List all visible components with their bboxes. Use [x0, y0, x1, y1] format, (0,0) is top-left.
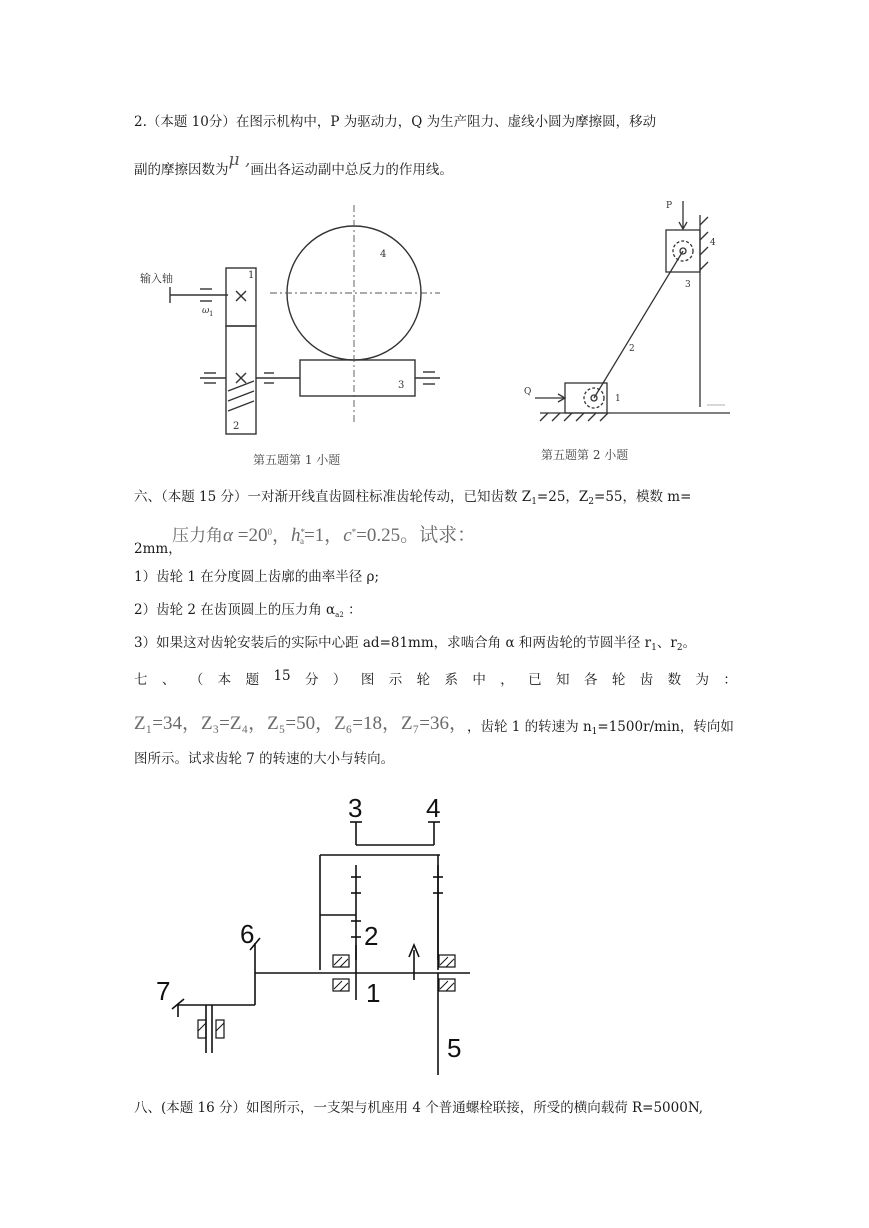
- q7-line1-char: ：: [723, 672, 737, 688]
- input-shaft-label: 输入轴: [140, 272, 173, 285]
- formula-h-sub-a: a: [299, 536, 304, 546]
- q7-line1-char: 本: [217, 672, 232, 688]
- q6-item3: [134, 634, 696, 657]
- force-P-label: P: [666, 201, 673, 211]
- q7-formula-image: Z₁=34，Z₃=Z₄，Z₅=50，Z₆=18，Z₇=36，: [134, 713, 468, 734]
- gear-label-3: 3: [348, 793, 363, 823]
- q7-line1-char: 分: [305, 672, 319, 688]
- q2-line2-pre: 副的摩擦因数为: [134, 162, 229, 178]
- formula-c-star: *: [351, 527, 357, 537]
- figure-1-caption: 第五题第 1 小题: [253, 453, 341, 467]
- force-Q-label: Q: [524, 387, 532, 397]
- fig2-label-4: 4: [710, 238, 716, 248]
- q7-line1-char: 轮: [416, 672, 431, 688]
- z1-subscript: 1: [531, 497, 537, 507]
- q7-line1-char: 图: [360, 672, 375, 688]
- gear-label-7: 7: [156, 976, 171, 1006]
- q7-line1-char: （: [189, 672, 204, 688]
- q6-item3-end: 。: [682, 635, 697, 651]
- mu-symbol: μ ,: [228, 150, 251, 170]
- gear-label-4: 4: [426, 793, 441, 823]
- q6-line2: 2mm，: [134, 541, 182, 557]
- q6-line1-text-c: =55，模数 m=: [594, 489, 692, 505]
- q7-line1-char: 各: [583, 672, 598, 688]
- q7-line1-char: 示: [388, 672, 403, 688]
- q7-line2-text-b: =1500r/min，转向如: [597, 719, 734, 735]
- q7-line1-char: ，: [500, 672, 514, 688]
- q6-formula-image: [172, 520, 476, 547]
- q7-line1-char: 题: [245, 672, 260, 688]
- q7-line1-char: 数: [667, 672, 682, 688]
- alpha-a2-subscript: a2: [335, 611, 344, 619]
- fig2-label-3: 3: [685, 280, 691, 290]
- figure-1-gear-mechanism: [140, 205, 440, 445]
- r2-subscript: 2: [676, 643, 683, 653]
- z2-subscript: 2: [588, 497, 595, 507]
- q7-line1: [134, 668, 737, 688]
- formula-comma-1: ，: [271, 525, 291, 546]
- q7-line1-char: 中: [472, 672, 486, 688]
- q6-item2-colon: ：: [343, 602, 362, 618]
- formula-h-star: *: [300, 527, 305, 537]
- figure-3-gear-train: [150, 795, 500, 1085]
- q7-line1-char: ）: [332, 672, 347, 688]
- formula-eq-1: =1，: [303, 525, 344, 546]
- fig2-label-2: 2: [629, 344, 635, 354]
- q7-line1-char: 轮: [611, 672, 626, 688]
- q7-line1-char: 已: [528, 672, 542, 688]
- fig1-label-3: 3: [398, 380, 405, 391]
- n1-subscript: 1: [591, 727, 598, 737]
- gear-label-1: 1: [366, 978, 381, 1008]
- figure-2-caption: 第五题第 2 小题: [541, 448, 629, 462]
- q7-line1-char: 七: [134, 672, 148, 688]
- gear-label-5: 5: [447, 1033, 462, 1063]
- q6-item3-text: 3）如果这对齿轮安装后的实际中心距 ad=81mm，求啮合角 α 和两齿轮的节圆半径 r: [134, 635, 652, 651]
- q7-line1-char: 、: [161, 672, 176, 688]
- figure-2-slider-mechanism: [510, 195, 740, 425]
- q7-line2-text-a: ，齿轮 1 的转速为 n: [467, 719, 592, 735]
- formula-pressure-angle-text: 压力角: [172, 526, 223, 546]
- q6-line1: [134, 488, 691, 511]
- fig1-label-1: 1: [248, 270, 255, 281]
- q2-line1: 2.（本题 10分）在图示机构中，P 为驱动力，Q 为生产阻力、虚线小圆为摩擦圆，移动: [134, 114, 657, 130]
- fig1-label-4: 4: [380, 249, 387, 260]
- omega-subscript: 1: [209, 310, 214, 318]
- formula-c: c: [343, 525, 352, 546]
- q6-line1-text-b: =25，Z: [536, 489, 589, 505]
- q6-item1: 1）齿轮 1 在分度圆上齿廓的曲率半径 ρ;: [134, 569, 380, 585]
- q7-line1-char: 齿: [639, 672, 654, 688]
- q6-item2: [134, 601, 362, 624]
- q7-line1-char: 系: [444, 672, 458, 688]
- q7-line1-char: 15: [273, 668, 291, 684]
- q6-item3-sep: 、r: [656, 635, 677, 651]
- q7-line1-char: 知: [556, 672, 570, 688]
- formula-degree: 0: [267, 527, 272, 537]
- fig1-label-2: 2: [233, 421, 240, 432]
- q2-line2: [134, 150, 453, 179]
- q2-line2-post: 画出各运动副中总反力的作用线。: [250, 162, 453, 178]
- q8-line1: 八、(本题 16 分）如图所示，一支架与机座用 4 个普通螺栓联接，所受的横向载荷 R=5000N,: [134, 1100, 704, 1116]
- gear-label-2: 2: [364, 921, 379, 951]
- omega-label: ω: [202, 306, 210, 316]
- gear-label-6: 6: [240, 919, 255, 949]
- q6-line1-text-a: 六、（本题 15 分）一对渐开线直齿圆柱标准齿轮传动，已知齿数 Z: [134, 489, 532, 505]
- q7-line3: 图所示。试求齿轮 7 的转速的大小与转向。: [134, 751, 395, 767]
- q6-item2-text: 2）齿轮 2 在齿顶圆上的压力角 α: [134, 602, 336, 618]
- fig2-label-1: 1: [615, 394, 621, 404]
- q7-line2: [467, 718, 734, 741]
- formula-eq-025: =0.25。试求：: [356, 525, 477, 546]
- q7-line1-char: 为: [695, 672, 709, 688]
- r1-subscript: 1: [651, 643, 657, 653]
- formula-alpha: α: [223, 525, 233, 546]
- formula-h: h: [290, 525, 301, 546]
- formula-eq-20: =20: [232, 525, 268, 546]
